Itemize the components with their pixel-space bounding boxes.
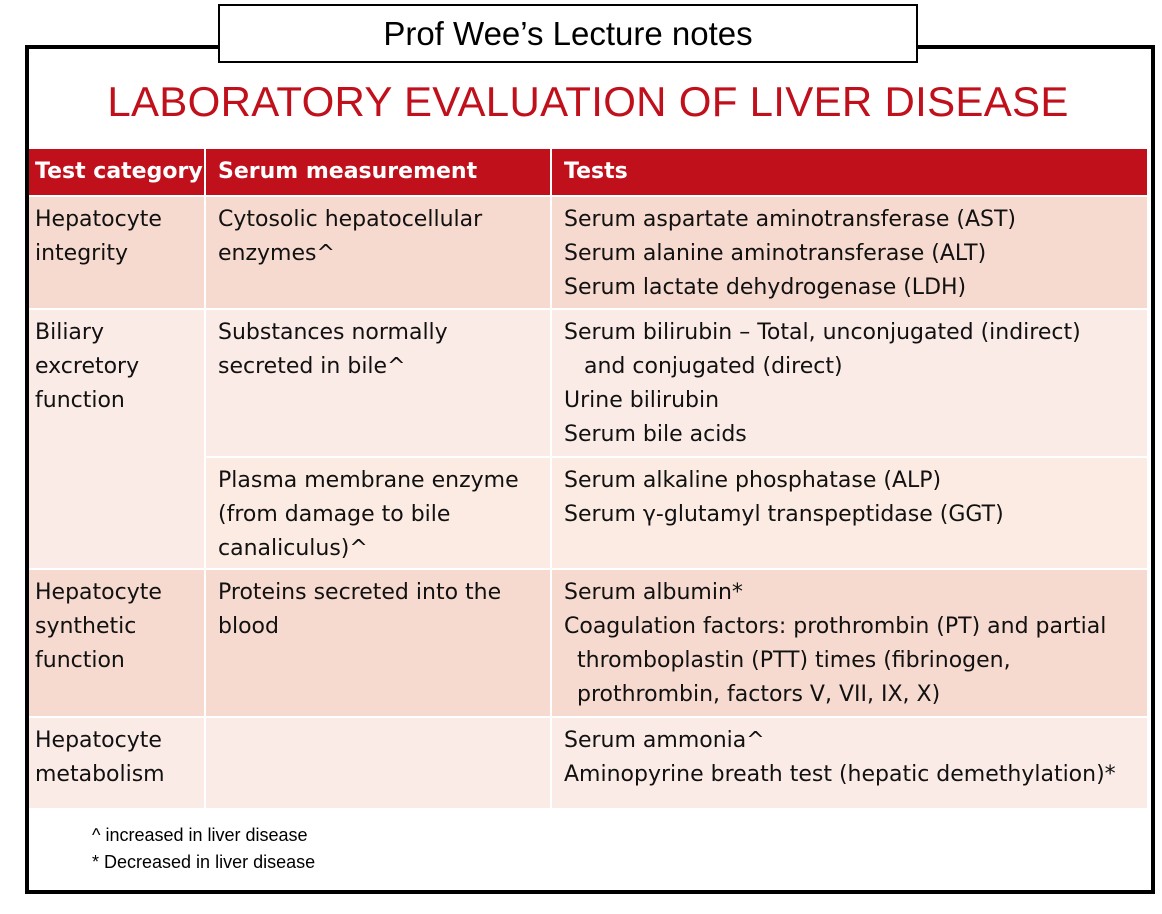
- column-header-tests: Tests: [551, 149, 1147, 196]
- cell-line: blood: [218, 614, 279, 639]
- cell-line: secreted in bile^: [218, 354, 406, 379]
- cell-line: Serum aspartate aminotransferase (AST): [564, 207, 1017, 232]
- cell-line: Serum lactate dehydrogenase (LDH): [564, 275, 967, 300]
- cell-line: Aminopyrine breath test (hepatic demethylation)*: [564, 762, 1116, 787]
- cell-line: function: [35, 648, 125, 673]
- cell-tests: [551, 457, 1147, 569]
- cell-line: Hepatocyte: [35, 207, 162, 232]
- cell-line: Biliary: [35, 320, 104, 345]
- cell-tests: [551, 717, 1147, 809]
- cell-line: Cytosolic hepatocellular: [218, 207, 483, 232]
- cell-category: [29, 717, 205, 809]
- cell-line: Urine bilirubin: [564, 388, 720, 413]
- table-row-hepatocyte-synthetic: [29, 569, 1147, 717]
- cell-line: Hepatocyte: [35, 580, 162, 605]
- cell-measurement: [205, 717, 551, 809]
- cell-tests: [551, 569, 1147, 717]
- column-header-serum-measurement: Serum measurement: [205, 149, 551, 196]
- cell-line: synthetic: [35, 614, 137, 639]
- cell-line: Substances normally: [218, 320, 448, 345]
- cell-line: function: [35, 388, 125, 413]
- table-row-hepatocyte-metabolism: [29, 717, 1147, 809]
- footnote-decreased: * Decreased in liver disease: [92, 852, 316, 872]
- cell-line: Serum bilirubin – Total, unconjugated (indirect): [564, 320, 1081, 345]
- cell-measurement: [205, 196, 551, 309]
- cell-line: Serum γ-glutamyl transpeptidase (GGT): [564, 502, 1004, 527]
- table-row-hepatocyte-integrity: [29, 196, 1147, 309]
- cell-measurement: [205, 309, 551, 457]
- cell-line: enzymes^: [218, 241, 335, 266]
- cell-line: integrity: [35, 241, 128, 266]
- footnote-increased: ^ increased in liver disease: [92, 825, 308, 845]
- cell-tests: [551, 196, 1147, 309]
- liver-tests-table: [29, 149, 1147, 810]
- cell-line: (from damage to bile: [218, 502, 451, 527]
- cell-line: canaliculus)^: [218, 536, 368, 561]
- cell-line: Serum bile acids: [564, 422, 747, 447]
- footnotes: [92, 822, 315, 876]
- column-header-test-category: Test category: [29, 149, 205, 196]
- cell-category: [29, 569, 205, 717]
- cell-line: thromboplastin (PTT) times (fibrinogen,: [577, 648, 1011, 673]
- cell-line: Serum ammonia^: [564, 728, 765, 753]
- cell-line: Serum albumin*: [564, 580, 743, 605]
- cell-line: Coagulation factors: prothrombin (PT) and partial: [564, 614, 1107, 639]
- cell-measurement: [205, 457, 551, 569]
- cell-line: metabolism: [35, 762, 165, 787]
- cell-line: excretory: [35, 354, 140, 379]
- header-label: Prof Wee’s Lecture notes: [383, 14, 753, 52]
- cell-line: prothrombin, factors V, VII, IX, X): [577, 682, 941, 707]
- cell-category: [29, 309, 205, 569]
- cell-tests: [551, 309, 1147, 457]
- table-header-row: [29, 149, 1147, 196]
- cell-line: and conjugated (direct): [584, 354, 843, 379]
- table-row-biliary-excretory: [29, 309, 1147, 457]
- cell-line: Serum alkaline phosphatase (ALP): [564, 468, 942, 493]
- cell-line: Proteins secreted into the: [218, 580, 502, 605]
- cell-measurement: [205, 569, 551, 717]
- cell-line: Hepatocyte: [35, 728, 162, 753]
- slide-title: LABORATORY EVALUATION OF LIVER DISEASE: [107, 78, 1069, 125]
- cell-line: Serum alanine aminotransferase (ALT): [564, 241, 987, 266]
- lecture-notes-header: [218, 4, 918, 63]
- cell-line: Plasma membrane enzyme: [218, 468, 519, 493]
- cell-category: [29, 196, 205, 309]
